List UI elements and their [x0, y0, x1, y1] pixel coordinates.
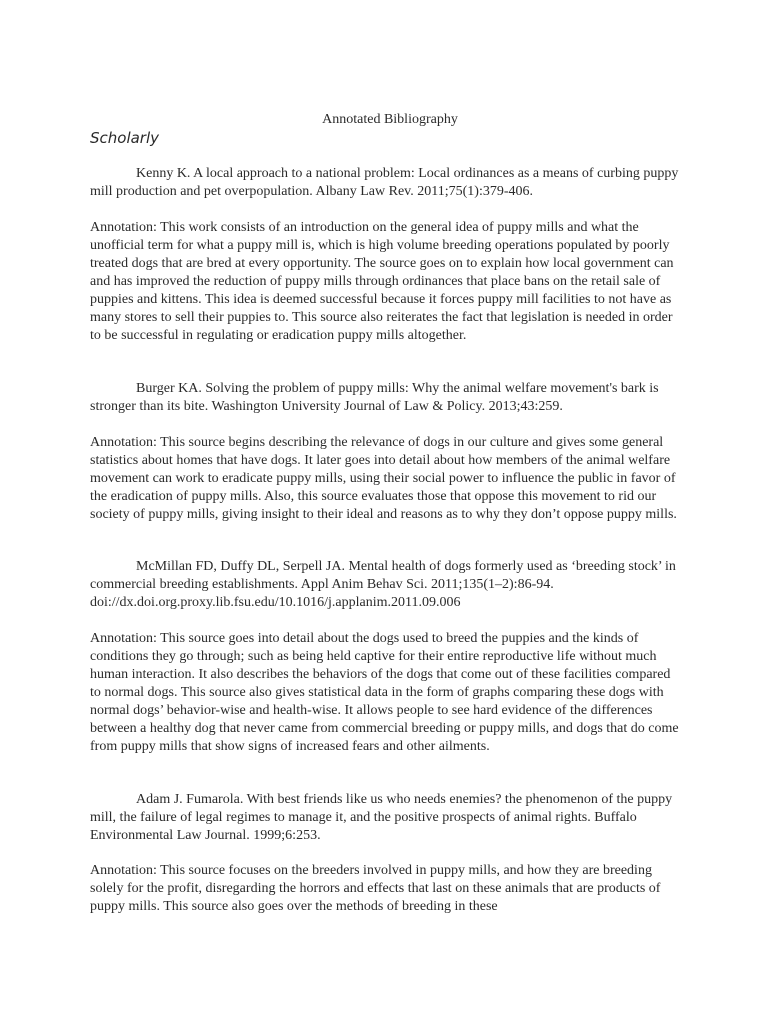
citation-mcmillan: McMillan FD, Duffy DL, Serpell JA. Mental health of dogs formerly used as ‘breeding stock’ in commercial breeding establishments. Appl Anim Behav Sci. 2011;135(1–2):86-94. doi://dx.doi.org.proxy.lib.fsu.edu/10.1016/j.applanim.2011.09.006 — [90, 559, 676, 610]
annotation-mcmillan: Annotation: This source goes into detail about the dogs used to breed the puppies and the kinds of conditions they go through; such as being held captive for their entire reproductive life without much human interaction. It also describes the behaviors of the dogs that come out of these facilities compared to normal dogs. This source also gives statistical data in the form of graphs comparing these dogs with normal dogs’ behavior-wise and health-wise. It allows people to see hard evidence of the differences between a healthy dog that never came from commercial breeding or puppy mills, and dogs that do come from puppy mills that show signs of increased fears and other ailments. — [90, 631, 679, 754]
citation-kenny: Kenny K. A local approach to a national problem: Local ordinances as a means of curbing puppy mill production and pet overpopulation. Albany Law Rev. 2011;75(1):379-406. — [90, 166, 679, 199]
citation-fumarola: Adam J. Fumarola. With best friends like us who needs enemies? the phenomenon of the puppy mill, the failure of legal regimes to manage it, and the positive prospects of animal rights. Buffalo Environmental Law Journal. 1999;6:253. — [90, 792, 673, 843]
annotation-fumarola: Annotation: This source focuses on the breeders involved in puppy mills, and how they are breeding solely for the profit, disregarding the horrors and effects that last on these animals that are products of puppy mills. This source also goes over the methods of breeding in these — [90, 863, 661, 914]
document-title: Annotated Bibliography — [322, 112, 458, 127]
section-heading-scholarly: Scholarly — [90, 129, 160, 147]
annotation-kenny: Annotation: This work consists of an introduction on the general idea of puppy mills and what the unofficial term for what a puppy mill is, which is high volume breeding operations populated by poorly treated dogs that are bred at every opportunity. The source goes on to explain how local government can and has improved the reduction of puppy mills through ordinances that place bans on the retail sale of puppies and kittens. This idea is deemed successful because it forces puppy mill facilities to not have as many stores to sell their puppies to. This source also reiterates the fact that legislation is needed in order to be successful in regulating or eradication puppy mills altogether. — [90, 220, 674, 343]
citation-burger: Burger KA. Solving the problem of puppy mills: Why the animal welfare movement's bark is stronger than its bite. Washington University Journal of Law & Policy. 2013;43:259. — [90, 381, 659, 414]
annotation-burger: Annotation: This source begins describing the relevance of dogs in our culture and gives some general statistics about homes that have dogs. It later goes into detail about how members of the animal welfare movement can work to eradicate puppy mills, using their social power to influence the public in favor of the eradication of puppy mills. Also, this source evaluates those that oppose this movement to rid our society of puppy mills, giving insight to their ideal and reasons as to why they don’t oppose puppy mills. — [90, 435, 677, 522]
